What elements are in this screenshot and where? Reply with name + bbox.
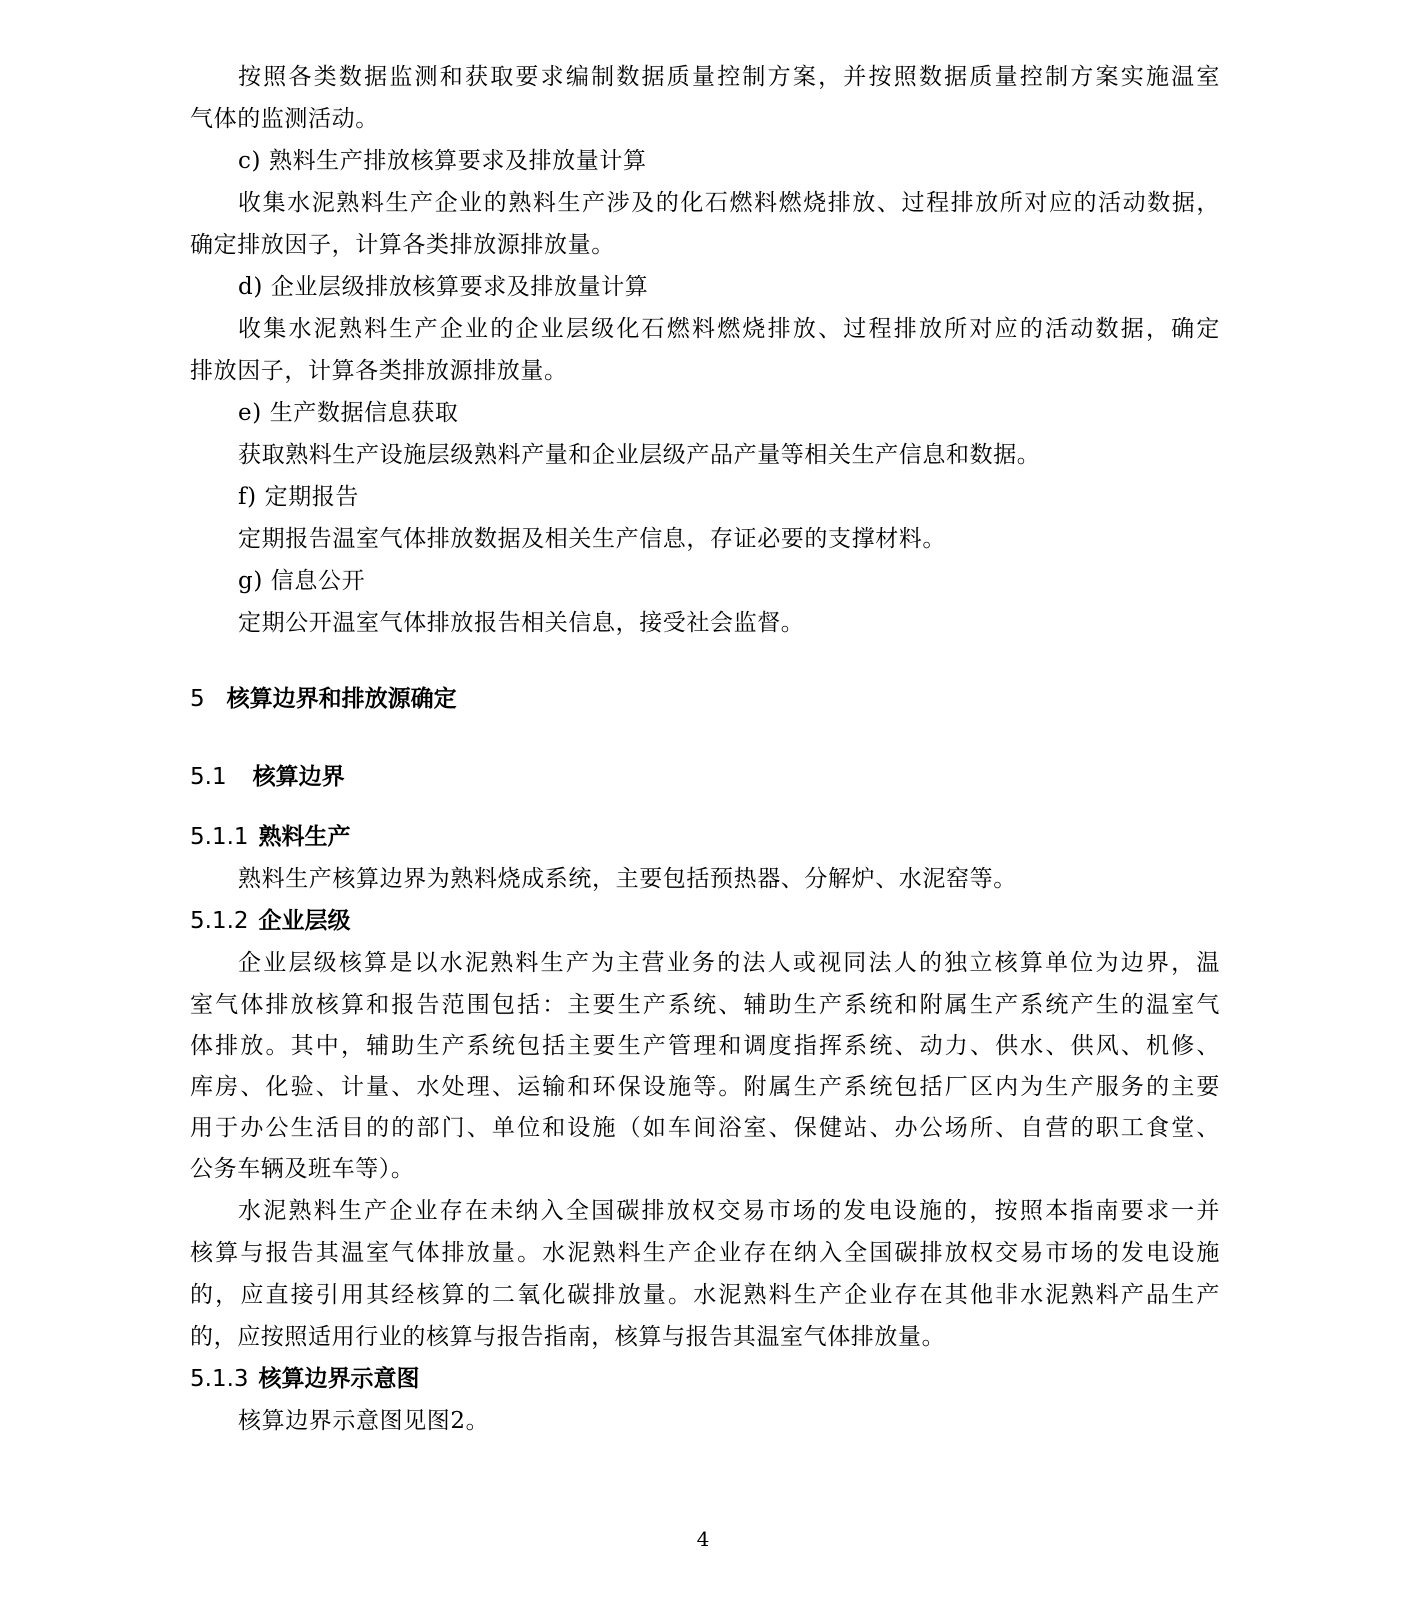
section-heading-5: [190, 684, 457, 714]
section-heading-5-1-1: [190, 822, 351, 852]
paragraph-line: 公务车辆及班车等）。: [190, 1156, 415, 1182]
section-number: 5: [190, 686, 205, 712]
section-title: 企业层级: [258, 908, 351, 934]
paragraph-line: 按照各类数据监测和获取要求编制数据质量控制方案，并按照数据质量控制方案实施温室: [238, 64, 1220, 90]
paragraph-line: 企业层级核算是以水泥熟料生产为主营业务的法人或视同法人的独立核算单位为边界，温: [238, 950, 1220, 976]
paragraph-line: 核算边界示意图见图2。: [238, 1408, 490, 1434]
list-item-e: e) 生产数据信息获取: [238, 400, 459, 426]
list-item-c: c) 熟料生产排放核算要求及排放量计算: [238, 148, 647, 174]
paragraph-line: 收集水泥熟料生产企业的企业层级化石燃料燃烧排放、过程排放所对应的活动数据，确定: [238, 316, 1220, 342]
section-heading-5-1: [190, 762, 345, 792]
section-number: 5.1.3: [190, 1366, 249, 1392]
paragraph-line: 水泥熟料生产企业存在未纳入全国碳排放权交易市场的发电设施的，按照本指南要求一并: [238, 1198, 1220, 1224]
page-number: 4: [696, 1527, 710, 1551]
section-title: 核算边界: [252, 764, 345, 790]
paragraph-line: 的，应直接引用其经核算的二氧化碳排放量。水泥熟料生产企业存在其他非水泥熟料产品生产: [190, 1282, 1220, 1308]
section-number: 5.1.2: [190, 908, 249, 934]
paragraph-line: 用于办公生活目的的部门、单位和设施（如车间浴室、保健站、办公场所、自营的职工食堂、: [190, 1115, 1220, 1141]
paragraph-line: 确定排放因子，计算各类排放源排放量。: [190, 232, 615, 258]
paragraph-line: 的，应按照适用行业的核算与报告指南，核算与报告其温室气体排放量。: [190, 1324, 946, 1350]
paragraph-line: 获取熟料生产设施层级熟料产量和企业层级产品产量等相关生产信息和数据。: [238, 442, 1041, 468]
paragraph-line: 室气体排放核算和报告范围包括：主要生产系统、辅助生产系统和附属生产系统产生的温室气: [190, 992, 1220, 1018]
list-item-d: d) 企业层级排放核算要求及排放量计算: [238, 274, 649, 300]
paragraph-line: 库房、化验、计量、水处理、运输和环保设施等。附属生产系统包括厂区内为生产服务的主要: [190, 1074, 1220, 1100]
list-item-g: g) 信息公开: [238, 568, 366, 594]
paragraph-line: 气体的监测活动。: [190, 106, 379, 132]
paragraph-line: 定期报告温室气体排放数据及相关生产信息，存证必要的支撑材料。: [238, 526, 946, 552]
paragraph-line: 熟料生产核算边界为熟料烧成系统，主要包括预热器、分解炉、水泥窑等。: [238, 866, 1017, 892]
paragraph-line: 收集水泥熟料生产企业的熟料生产涉及的化石燃料燃烧排放、过程排放所对应的活动数据，: [238, 190, 1220, 216]
section-title: 熟料生产: [258, 824, 351, 850]
section-heading-5-1-3: [190, 1364, 420, 1394]
section-number: 5.1: [190, 764, 227, 790]
section-heading-5-1-2: [190, 906, 351, 936]
paragraph-line: 排放因子，计算各类排放源排放量。: [190, 358, 568, 384]
paragraph-line: 核算与报告其温室气体排放量。水泥熟料生产企业存在纳入全国碳排放权交易市场的发电设施: [190, 1240, 1220, 1266]
paragraph-line: 定期公开温室气体排放报告相关信息，接受社会监督。: [238, 610, 805, 636]
section-title: 核算边界和排放源确定: [226, 686, 457, 712]
section-title: 核算边界示意图: [258, 1366, 420, 1392]
list-item-f: f) 定期报告: [238, 484, 359, 510]
section-number: 5.1.1: [190, 824, 249, 850]
paragraph-line: 体排放。其中，辅助生产系统包括主要生产管理和调度指挥系统、动力、供水、供风、机修、: [190, 1033, 1220, 1059]
